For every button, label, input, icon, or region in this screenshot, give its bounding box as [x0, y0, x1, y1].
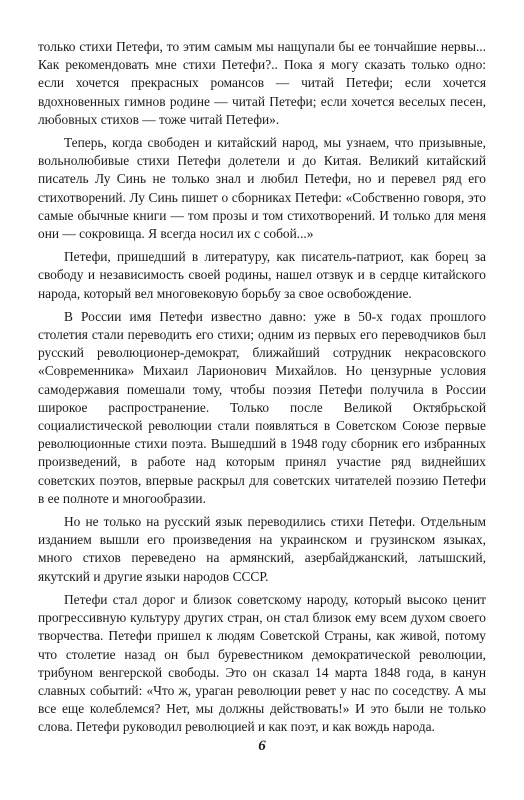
- paragraph-2: Теперь, когда свободен и китайский народ, мы узнаем, что призывные, вольнолюбивые стихи Петефи долетели и до Китая. Великий китайский писатель Лу Синь не только знал и любил Петефи, но и перевел ряд его стихотворений. Лу Синь пишет о сборниках Петефи: «Собственно говоря, это самые обычные книги — том прозы и том стихотворений. И только для меня они — сокровища. Я всегда носил их с собой...»: [38, 135, 486, 242]
- paragraph-3: Петефи, пришедший в литературу, как писатель-патриот, как борец за свободу и независимость своей родины, нашел отзвук и в сердце китайского народа, который вел многовековую борьбу за свое освобождение.: [38, 249, 486, 301]
- paragraph-1: только стихи Петефи, то этим самым мы нащупали бы ее тончайшие нервы... Как рекомендовать мне стихи Петефи?.. Пока я могу сказать только одно: если хочется прекрасных романсов — читай Петефи; если хочется вдохновенных гимнов родине — читай Петефи; если хочется веселых песен, любовных стихов — тоже читай Петефи».: [38, 39, 486, 127]
- page-body: [38, 38, 486, 742]
- page-number: 6: [258, 738, 266, 754]
- paragraph-6: Петефи стал дорог и близок советскому народу, который высоко ценит прогрессивную культуру других стран, он стал близок ему всем духом своего творчества. Петефи пришел к людям Советской Страны, как живой, потому что столетие назад он был буревестником демократической революции, трибуном венгерской свободы. Это он сказал 14 марта 1848 года, в канун славных событий: «Что ж, ураган революции ревет у нас по соседству. А мы все еще колеблемся? Нет, мы должны действовать!» И это были не только слова. Петефи руководил революцией и как поэт, и как вождь народа.: [38, 591, 486, 735]
- paragraph-4: В России имя Петефи известно давно: уже в 50-х годах прошлого столетия стали переводить его стихи; одним из первых его переводчиков был русский революционер-демократ, ближайший сотрудник некрасовского «Современника» Михаил Ларионович Михайлов. Но цензурные условия самодержавия помешали тому, чтобы поэзия Петефи получила в России широкое распространение. Только после Великой Октябрьской социалистической революции стали появляться в Советском Союзе первые революционные стихи поэта. Вышедший в 1948 году сборник его избранных произведений, в работе над которым принял участие ряд виднейших советских поэтов, впервые раскрыл для советских читателей поэзию Петефи в ее полноте и многообразии.: [38, 308, 486, 506]
- paragraph-5: Но не только на русский язык переводились стихи Петефи. Отдельным изданием вышли его произведения на украинском и грузинском языках, много стихов переведено на армянский, азербайджанский, латышский, якутский и другие языки народов СССР.: [38, 514, 486, 584]
